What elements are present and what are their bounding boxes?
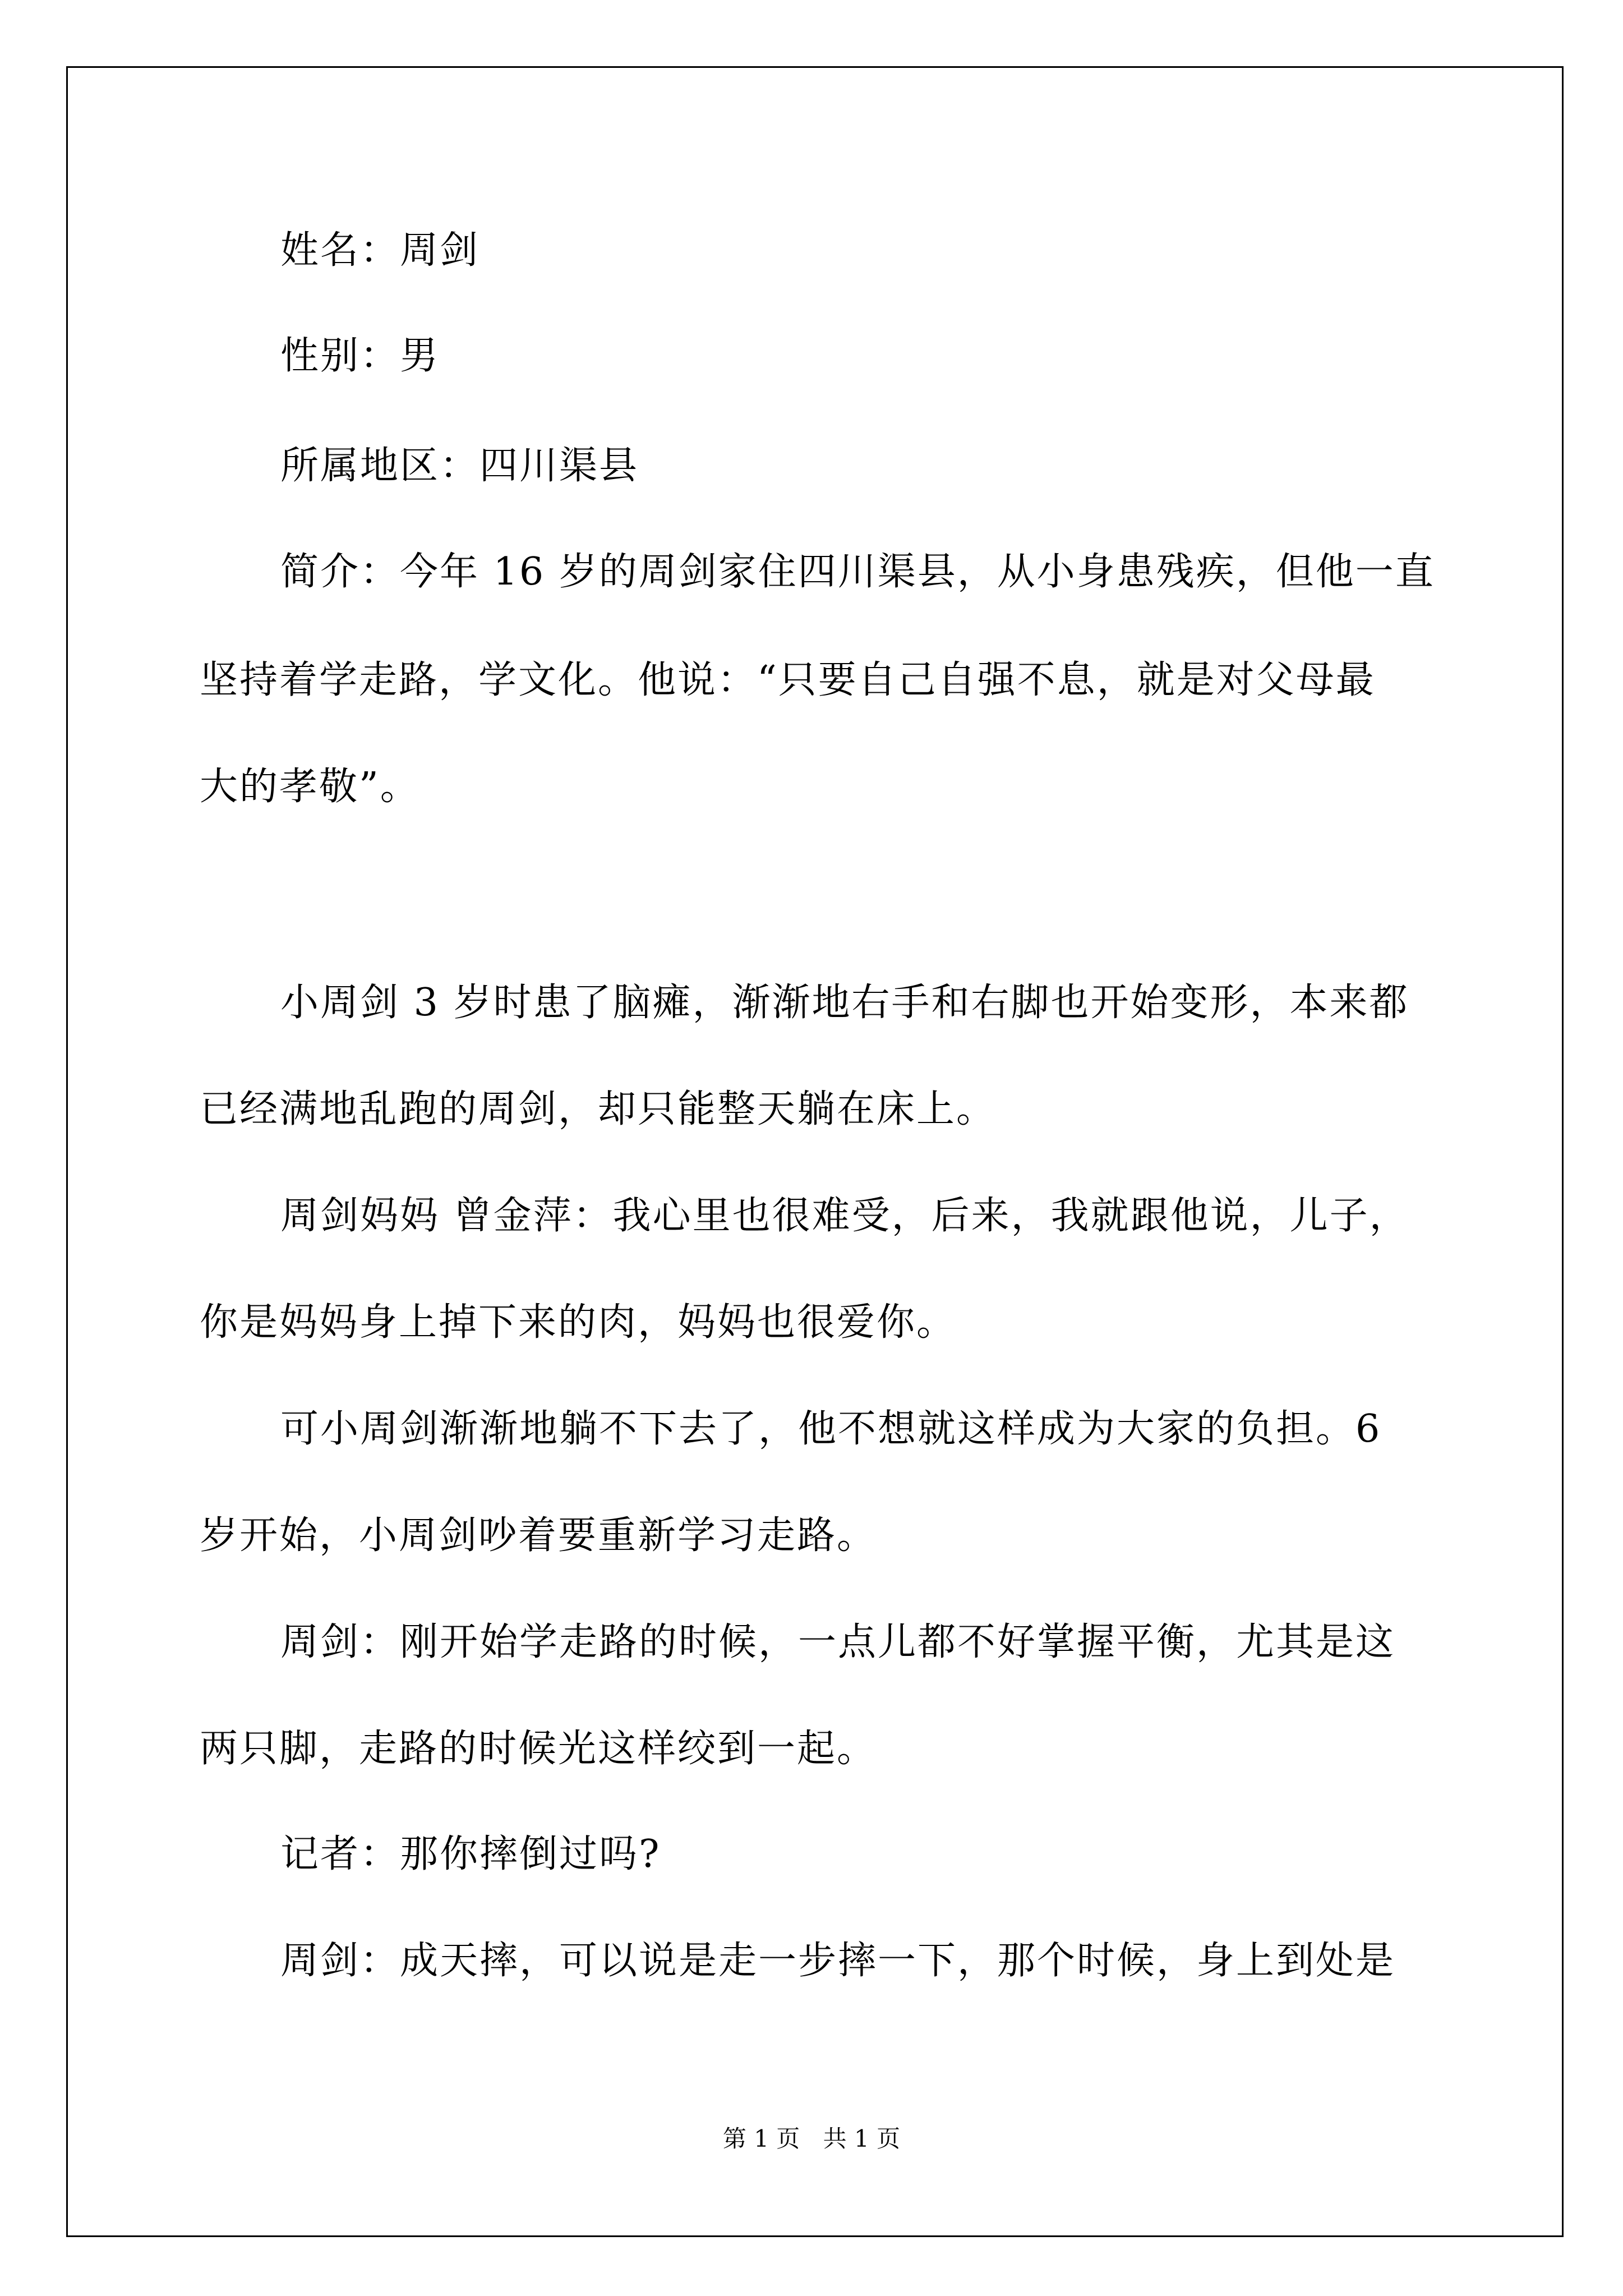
paragraph-2-line-2: 你是妈妈身上掉下来的肉，妈妈也很爱你。 bbox=[200, 1300, 957, 1345]
intro-line-3: 大的孝敬”。 bbox=[200, 765, 420, 809]
paragraph-1-line-2: 已经满地乱跑的周剑，却只能整天躺在床上。 bbox=[200, 1087, 997, 1131]
page-total: 共 1 页 bbox=[823, 2125, 901, 2152]
name-line: 姓名：周剑 bbox=[280, 228, 480, 273]
gender-line: 性别：男 bbox=[280, 334, 440, 378]
paragraph-5-line-1: 周剑：成天摔，可以说是走一步摔一下，那个时候，身上到处是 bbox=[280, 1939, 1396, 1983]
intro-line-1: 简介：今年 16 岁的周剑家住四川渠县，从小身患残疾，但他一直 bbox=[280, 550, 1435, 594]
page-border bbox=[66, 66, 1564, 2237]
page-number: 第 1 页 bbox=[722, 2125, 800, 2152]
region-line: 所属地区：四川渠县 bbox=[280, 444, 639, 488]
paragraph-2-line-1: 周剑妈妈 曾金萍：我心里也很难受，后来，我就跟他说，儿子， bbox=[280, 1194, 1409, 1238]
paragraph-1-line-1: 小周剑 3 岁时患了脑瘫，渐渐地右手和右脚也开始变形，本来都 bbox=[280, 981, 1409, 1025]
reporter-question-line: 记者：那你摔倒过吗? bbox=[280, 1832, 661, 1876]
paragraph-3-line-1: 可小周剑渐渐地躺不下去了，他不想就这样成为大家的负担。6 bbox=[280, 1407, 1382, 1451]
paragraph-3-line-2: 岁开始，小周剑吵着要重新学习走路。 bbox=[200, 1513, 877, 1558]
page-footer bbox=[0, 2123, 1623, 2155]
paragraph-4-line-1: 周剑：刚开始学走路的时候，一点儿都不好掌握平衡，尤其是这 bbox=[280, 1620, 1396, 1664]
intro-line-2: 坚持着学走路，学文化。他说：“只要自己自强不息，就是对父母最 bbox=[200, 658, 1376, 702]
paragraph-4-line-2: 两只脚，走路的时候光这样绞到一起。 bbox=[200, 1727, 877, 1771]
